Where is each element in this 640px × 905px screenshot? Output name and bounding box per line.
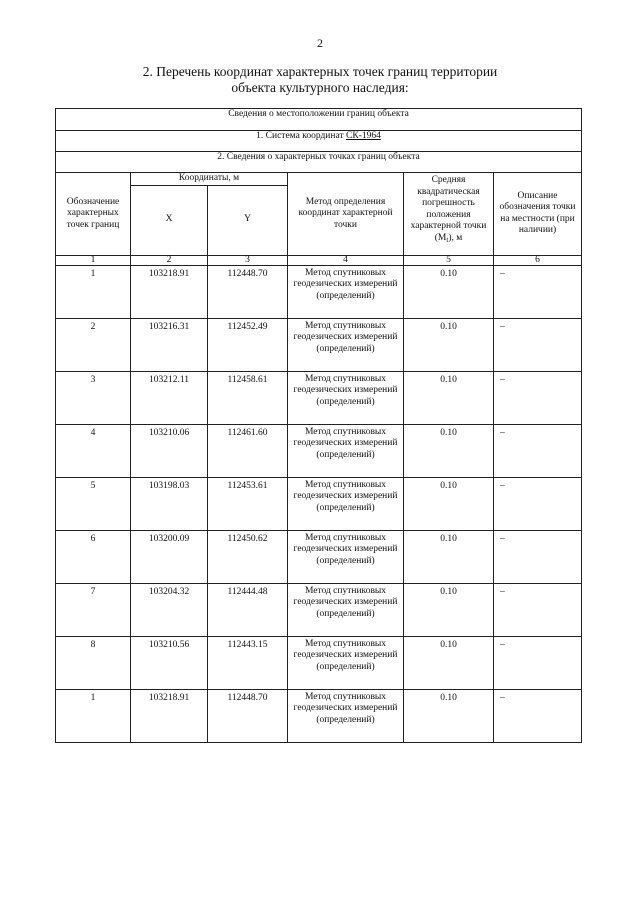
column-number: 2 bbox=[131, 255, 208, 265]
error-cell: 0.10 bbox=[404, 636, 494, 689]
point-cell: 8 bbox=[56, 636, 131, 689]
col-x-header: X bbox=[131, 185, 208, 255]
y-cell: 112458.61 bbox=[208, 371, 288, 424]
method-cell: Метод спутниковых геодезических измерений (определений) bbox=[288, 424, 404, 477]
y-cell: 112453.61 bbox=[208, 477, 288, 530]
description-cell: – bbox=[494, 318, 582, 371]
method-cell: Метод спутниковых геодезических измерений (определений) bbox=[288, 583, 404, 636]
description-cell: – bbox=[494, 371, 582, 424]
point-cell: 7 bbox=[56, 583, 131, 636]
col-designation-header: Обозначение характерных точек границ bbox=[56, 173, 131, 256]
col-description-header: Описание обозначения точки на местности (при наличии) bbox=[494, 173, 582, 256]
y-cell: 112450.62 bbox=[208, 530, 288, 583]
description-cell: – bbox=[494, 424, 582, 477]
title-line-2: объекта культурного наследия: bbox=[231, 80, 409, 95]
table-row bbox=[56, 318, 582, 371]
y-cell: 112461.60 bbox=[208, 424, 288, 477]
method-cell: Метод спутниковых геодезических измерений (определений) bbox=[288, 636, 404, 689]
column-number: 4 bbox=[288, 255, 404, 265]
error-header-text: Средняя квадратическая погрешность положения характерной точки (M bbox=[410, 175, 487, 243]
error-cell: 0.10 bbox=[404, 424, 494, 477]
error-cell: 0.10 bbox=[404, 689, 494, 742]
points-info-row: 2. Сведения о характерных точках границ объекта bbox=[56, 152, 582, 173]
description-cell: – bbox=[494, 583, 582, 636]
method-cell: Метод спутниковых геодезических измерений (определений) bbox=[288, 689, 404, 742]
error-cell: 0.10 bbox=[404, 477, 494, 530]
description-cell: – bbox=[494, 636, 582, 689]
coordinate-system-value: СК-1964 bbox=[345, 131, 381, 141]
point-cell: 1 bbox=[56, 689, 131, 742]
table-row bbox=[56, 530, 582, 583]
method-cell: Метод спутниковых геодезических измерений (определений) bbox=[288, 530, 404, 583]
table-row bbox=[56, 371, 582, 424]
column-number: 5 bbox=[404, 255, 494, 265]
table-row bbox=[56, 583, 582, 636]
y-cell: 112444.48 bbox=[208, 583, 288, 636]
document-title bbox=[0, 64, 640, 96]
error-header-sub: t bbox=[446, 235, 449, 244]
method-cell: Метод спутниковых геодезических измерений (определений) bbox=[288, 318, 404, 371]
error-header-tail: ), м bbox=[448, 232, 463, 243]
column-number: 3 bbox=[208, 255, 288, 265]
x-cell: 103200.09 bbox=[131, 530, 208, 583]
error-cell: 0.10 bbox=[404, 530, 494, 583]
error-cell: 0.10 bbox=[404, 583, 494, 636]
point-cell: 5 bbox=[56, 477, 131, 530]
error-cell: 0.10 bbox=[404, 265, 494, 318]
col-coords-header: Координаты, м bbox=[131, 173, 288, 186]
method-cell: Метод спутниковых геодезических измерений (определений) bbox=[288, 265, 404, 318]
point-cell: 2 bbox=[56, 318, 131, 371]
col-method-header: Метод определения координат характерной точки bbox=[288, 173, 404, 256]
point-cell: 4 bbox=[56, 424, 131, 477]
x-cell: 103218.91 bbox=[131, 265, 208, 318]
x-cell: 103218.91 bbox=[131, 689, 208, 742]
description-cell: – bbox=[494, 530, 582, 583]
table-row bbox=[56, 477, 582, 530]
page-number: 2 bbox=[317, 36, 323, 50]
column-number: 6 bbox=[494, 255, 582, 265]
y-cell: 112448.70 bbox=[208, 265, 288, 318]
point-cell: 6 bbox=[56, 530, 131, 583]
description-cell: – bbox=[494, 689, 582, 742]
x-cell: 103204.32 bbox=[131, 583, 208, 636]
col-y-header: Y bbox=[208, 185, 288, 255]
x-cell: 103198.03 bbox=[131, 477, 208, 530]
title-line-1: 2. Перечень координат характерных точек границ территории bbox=[142, 64, 498, 79]
column-number: 1 bbox=[56, 255, 131, 265]
point-cell: 1 bbox=[56, 265, 131, 318]
col-error-header bbox=[404, 173, 494, 256]
error-cell: 0.10 bbox=[404, 371, 494, 424]
coordinate-system-label: 1. Система координат bbox=[256, 131, 344, 141]
error-cell: 0.10 bbox=[404, 318, 494, 371]
method-cell: Метод спутниковых геодезических измерений (определений) bbox=[288, 477, 404, 530]
coordinate-system-row bbox=[56, 131, 582, 152]
table-row bbox=[56, 636, 582, 689]
method-cell: Метод спутниковых геодезических измерений (определений) bbox=[288, 371, 404, 424]
point-cell: 3 bbox=[56, 371, 131, 424]
x-cell: 103210.56 bbox=[131, 636, 208, 689]
table-row bbox=[56, 424, 582, 477]
y-cell: 112452.49 bbox=[208, 318, 288, 371]
table-row bbox=[56, 265, 582, 318]
coordinates-table bbox=[55, 108, 582, 743]
table-row bbox=[56, 689, 582, 742]
description-cell: – bbox=[494, 477, 582, 530]
description-cell: – bbox=[494, 265, 582, 318]
y-cell: 112448.70 bbox=[208, 689, 288, 742]
x-cell: 103216.31 bbox=[131, 318, 208, 371]
x-cell: 103212.11 bbox=[131, 371, 208, 424]
x-cell: 103210.06 bbox=[131, 424, 208, 477]
table-header: Сведения о местоположении границ объекта bbox=[56, 109, 582, 131]
y-cell: 112443.15 bbox=[208, 636, 288, 689]
